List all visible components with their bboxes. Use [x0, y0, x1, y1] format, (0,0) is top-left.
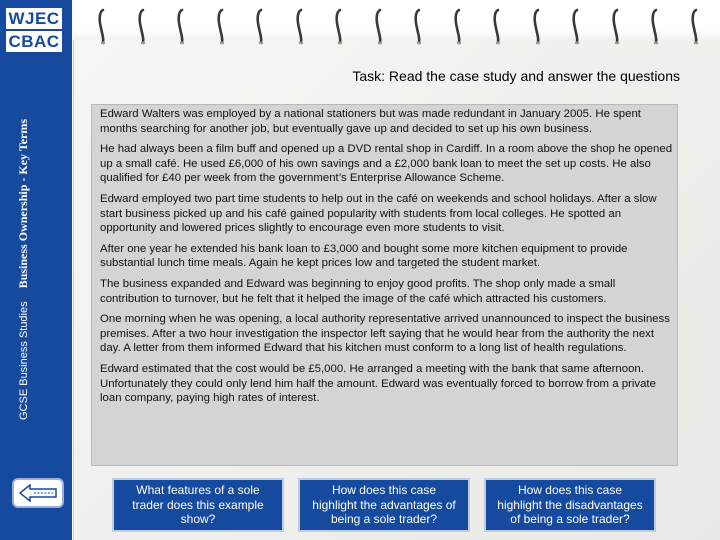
case-paragraph-1: Edward Walters was employed by a national stationers but was made redundant in January 2005. He spent months searching for another job, but eventually gave up and decided to set up his own business.: [100, 108, 641, 135]
sidebar: [0, 0, 72, 540]
case-paragraph-7: Edward estimated that the cost would be £5,000. He arranged a meeting with the bank that same afternoon. Unfortunately they could only lend him half the amount. Edward was eventually forced to borrow from a private loan company, paying high rates of interest.: [100, 362, 656, 405]
case-paragraph-5: The business expanded and Edward was beginning to enjoy good profits. The shop only made a small contribution to turnover, but he felt that it helped the image of the café which attracted his customers.: [100, 277, 616, 305]
spiral-ring-icon: [610, 6, 624, 46]
question-button-features[interactable]: [112, 478, 284, 532]
spiral-ring-icon: [412, 6, 426, 46]
spiral-ring-icon: [294, 6, 308, 46]
case-paragraph-6: One morning when he was opening, a local authority representative arrived unannounced to inspect the business premises. After a two hour investigation the inspector left saying that he would hear from the authority the next day. A letter from them informed Edward that his kitchen must conform to a long list of health regulations.: [100, 313, 670, 355]
question-button-advantages[interactable]: [298, 478, 470, 532]
back-arrow-icon: [18, 484, 58, 502]
back-button[interactable]: [12, 478, 64, 508]
sidebar-vertical-title: [16, 119, 31, 420]
spiral-ring-icon: [491, 6, 505, 46]
spiral-ring-icon: [175, 6, 189, 46]
spiral-ring-icon: [373, 6, 387, 46]
spiral-ring-icon: [254, 6, 268, 46]
spiral-ring-icon: [136, 6, 150, 46]
case-study-text: [100, 107, 674, 412]
logo-line-cbac: CBAC: [6, 31, 62, 52]
spiral-ring-icon: [531, 6, 545, 46]
question-label-3: How does this case highlight the disadvantages of being a sole trader?: [497, 483, 643, 527]
sidebar-subject: GCSE Business Studies: [18, 301, 30, 420]
spiral-ring-icon: [570, 6, 584, 46]
case-paragraph-2: He had always been a film buff and opened up a DVD rental shop in Cardiff. In a room above the shop he opened up a small café. He used £6,000 of his own savings and a £2,000 bank loan to meet the set up costs. He also qualified for £40 per week from the government’s Enterprise Allowance Scheme.: [100, 143, 673, 185]
case-paragraph-3: Edward employed two part time students to help out in the café on weekends and school holidays. After a slow start business picked up and his café gained popularity with students from local colleges. He spotted an opportunity and lowered prices slightly to encourage even more students to visit.: [100, 192, 657, 235]
task-title: Task: Read the case study and answer the questions: [352, 68, 680, 84]
spiral-ring-icon: [649, 6, 663, 46]
logo-line-wjec: WJEC: [6, 8, 62, 29]
spiral-ring-icon: [333, 6, 347, 46]
wjec-cbac-logo: [6, 8, 62, 54]
question-button-disadvantages[interactable]: [484, 478, 656, 532]
question-label-1: What features of a sole trader does this example show?: [132, 483, 264, 527]
spiral-ring-icon: [452, 6, 466, 46]
spiral-ring-icon: [215, 6, 229, 46]
spiral-ring-icon: [689, 6, 703, 46]
case-paragraph-4: After one year he extended his bank loan to £3,000 and bought some more kitchen equipment to provide substantial lunch time meals. Again he kept prices low and targeted the student market.: [100, 242, 628, 270]
sidebar-topic: Business Ownership - Key Terms: [16, 118, 30, 289]
spiral-ring-icon: [96, 6, 110, 46]
question-label-2: How does this case highlight the advantages of being a sole trader?: [312, 483, 456, 527]
